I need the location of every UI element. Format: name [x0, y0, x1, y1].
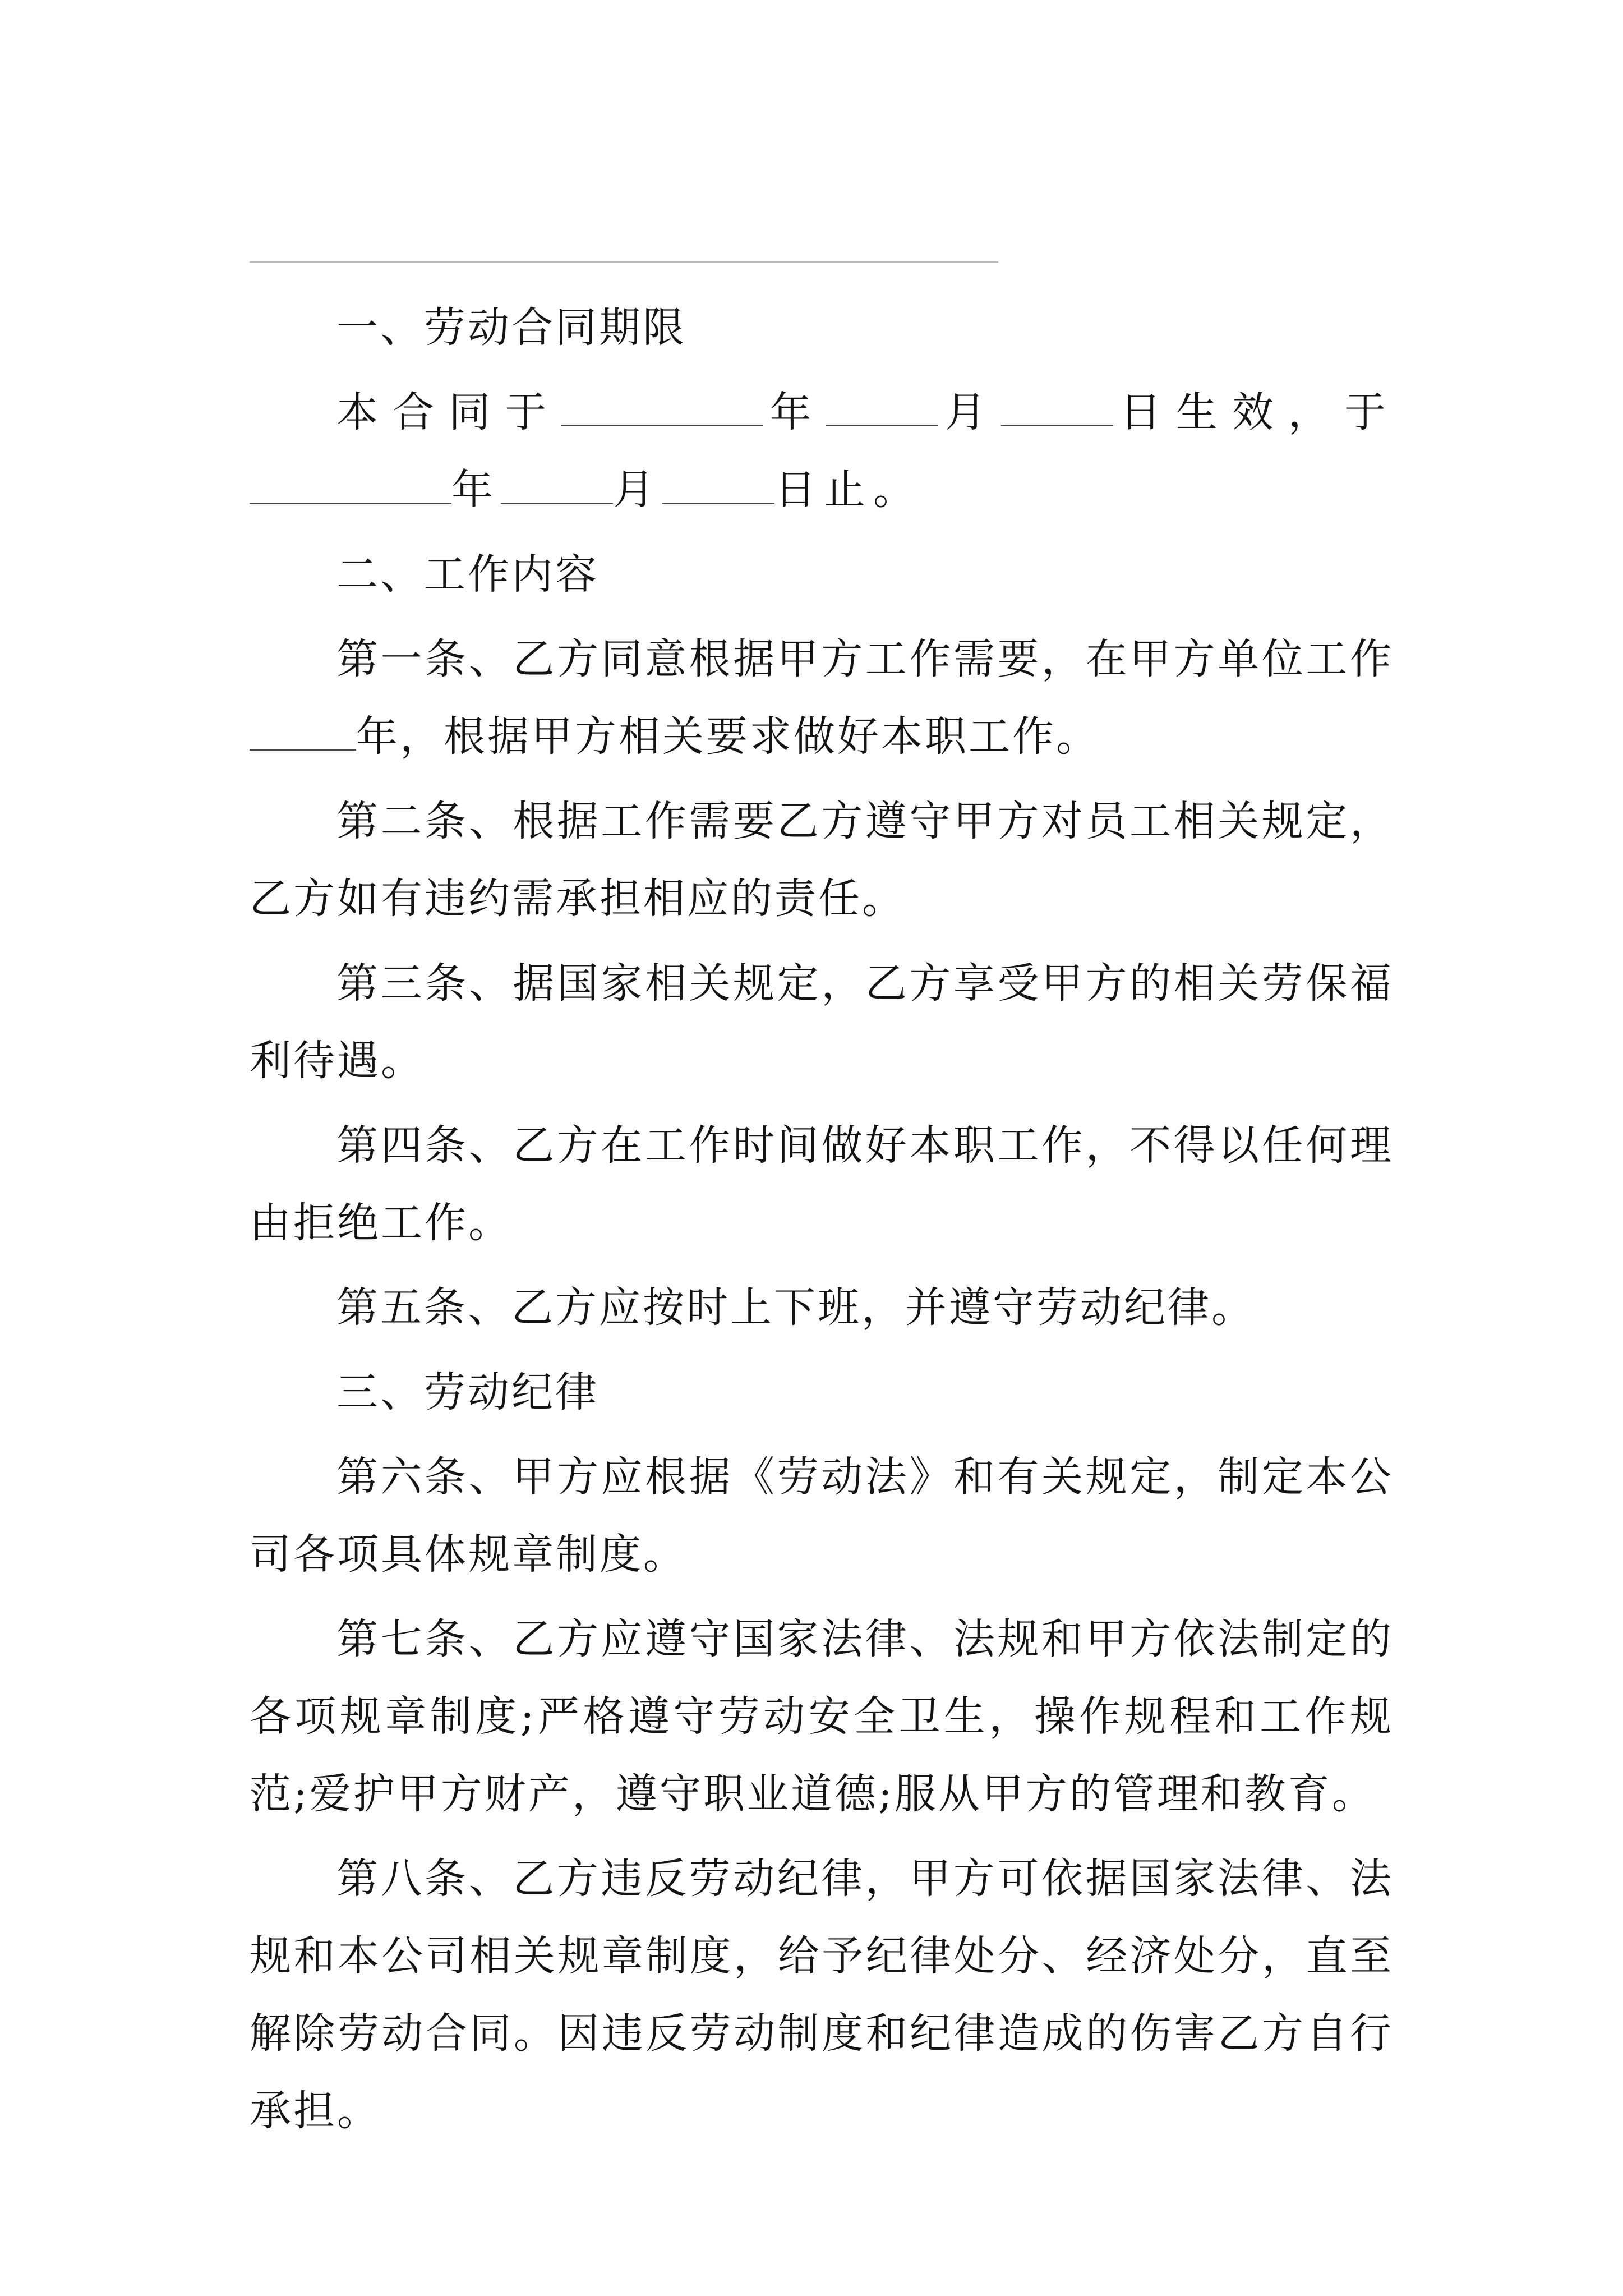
end-day-blank	[662, 471, 774, 504]
contract-term-clause: 本合同于 年 月 日生效，于年 月 日止。	[250, 374, 1394, 528]
article-4: 第四条、乙方在工作时间做好本职工作，不得以任何理由拒绝工作。	[250, 1121, 1394, 1247]
section-heading-work-content: 二、工作内容	[336, 550, 599, 599]
end-month-blank	[501, 471, 613, 504]
work-years-blank	[250, 718, 356, 751]
article-6: 第六条、甲方应根据《劳动法》和有关规定，制定本公司各项具体规章制度。	[250, 1453, 1394, 1579]
article-1: 第一条、乙方同意根据甲方工作需要，在甲方单位工作年，根据甲方相关要求做好本职工作。	[250, 620, 1394, 775]
section-heading-contract-term: 一、劳动合同期限	[336, 303, 686, 352]
article-5: 第五条、乙方应按时上下班，并遵守劳动纪律。	[336, 1283, 1255, 1332]
start-year-blank	[561, 394, 763, 426]
section-heading-labor-discipline: 三、劳动纪律	[336, 1368, 599, 1416]
article-7: 第七条、乙方应遵守国家法律、法规和甲方依法制定的各项规章制度;严格遵守劳动安全卫生，操作规程和工作规范;爱护甲方财产，遵守职业道德;服从甲方的管理和教育。	[250, 1615, 1394, 1818]
start-month-blank	[826, 394, 938, 426]
article-2: 第二条、根据工作需要乙方遵守甲方对员工相关规定，乙方如有违约需承担相应的责任。	[250, 797, 1394, 923]
end-year-blank	[250, 471, 451, 504]
start-day-blank	[1001, 394, 1113, 426]
header-rule	[250, 261, 998, 263]
article-3: 第三条、据国家相关规定，乙方享受甲方的相关劳保福利待遇。	[250, 959, 1394, 1085]
document-body	[250, 289, 1394, 2157]
article-8: 第八条、乙方违反劳动纪律，甲方可依据国家法律、法规和本公司相关规章制度，给予纪律处分、经济处分，直至解除劳动合同。因违反劳动制度和纪律造成的伤害乙方自行承担。	[250, 1855, 1394, 2135]
